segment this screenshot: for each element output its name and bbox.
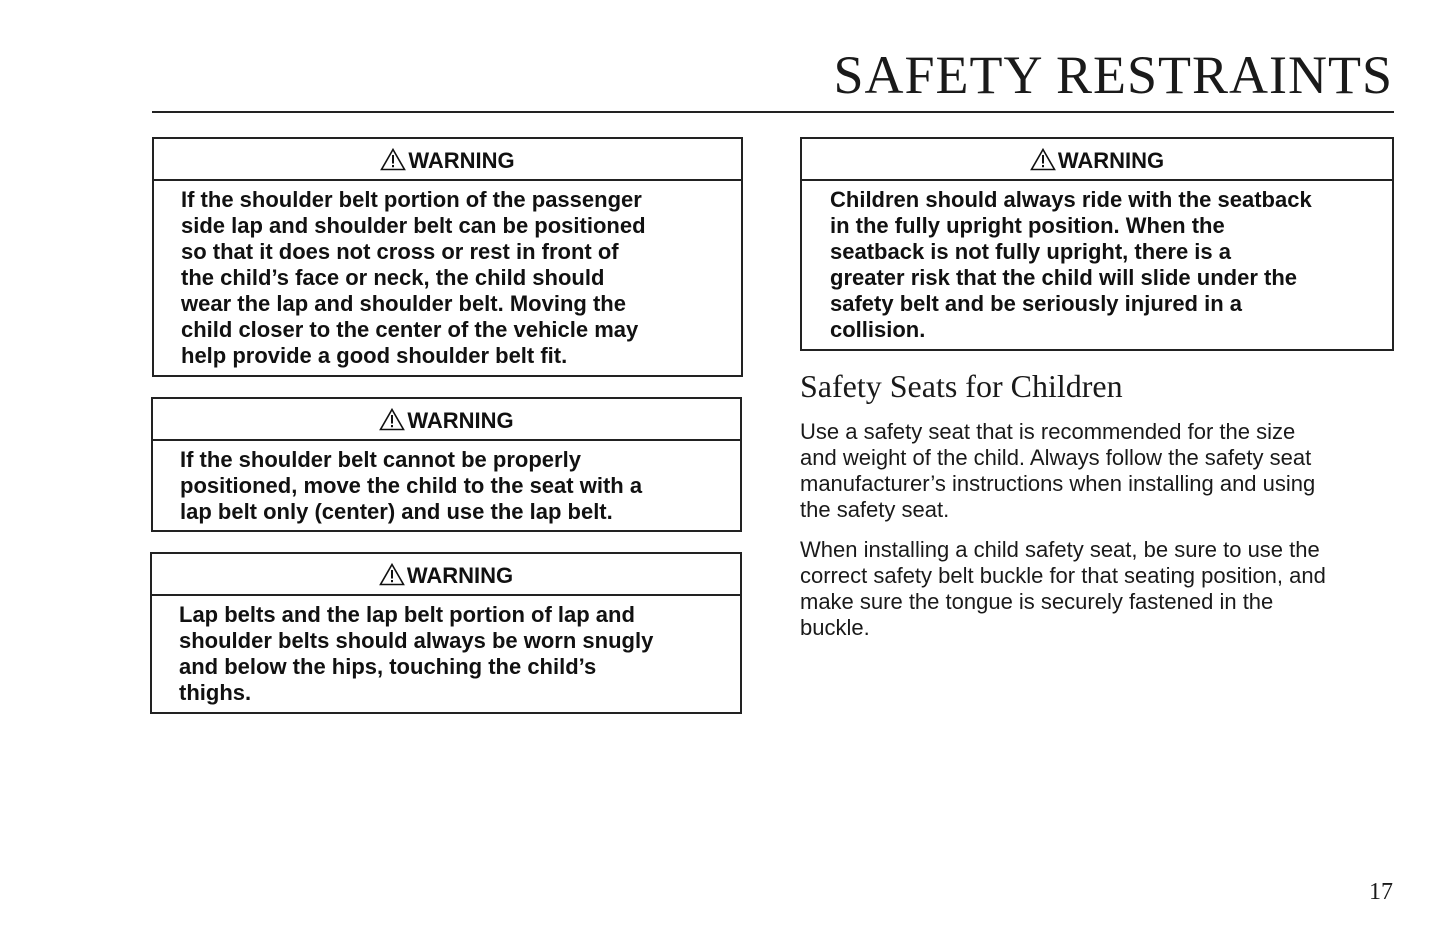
warning-box-shoulder-belt-position — [152, 137, 743, 377]
title-rule — [152, 111, 1394, 113]
warning-label: WARNING — [406, 563, 514, 588]
warning-label: WARNING — [407, 408, 514, 433]
warning-box-seatback-upright — [800, 137, 1394, 351]
warning-triangle-icon — [379, 563, 405, 586]
body-paragraph: Use a safety seat that is recommended for the size and weight of the child. Always follow the safety seat manufacturer’s instructions when installing and using the safety seat. — [800, 419, 1316, 522]
warning-text: Lap belts and the lap belt portion of lap and shoulder belts should always be worn snugly and below the hips, touching the child’s thighs. — [179, 602, 654, 705]
page-number: 17 — [1369, 879, 1393, 905]
warning-header — [153, 399, 740, 441]
warning-triangle-icon — [1030, 148, 1056, 171]
warning-header — [802, 139, 1392, 181]
warning-header — [152, 554, 740, 596]
warning-box-lap-belt-snug — [150, 552, 742, 714]
warning-label: WARNING — [408, 148, 515, 173]
warning-text: If the shoulder belt portion of the passenger side lap and shoulder belt can be positioned so that it does not cross or rest in front of the child’s face or neck, the child should wear the lap and shoulder belt. Moving the child closer to the center of the vehicle may help provide a good shoulder belt fit. — [181, 187, 646, 368]
page-title: SAFETY RESTRAINTS — [833, 45, 1393, 105]
warning-label: WARNING — [1057, 148, 1165, 173]
warning-triangle-icon — [379, 408, 405, 431]
warning-box-lap-belt-only — [151, 397, 742, 532]
warning-triangle-icon — [380, 148, 406, 171]
warning-header — [154, 139, 741, 181]
warning-text: If the shoulder belt cannot be properly positioned, move the child to the seat with a lap belt only (center) and use the lap belt. — [180, 447, 643, 524]
warning-text: Children should always ride with the seatback in the fully upright position. When the seatback is not fully upright, there is a greater risk that the child will slide under the safety belt and be seriously injured in a collision. — [830, 187, 1312, 342]
section-heading: Safety Seats for Children — [800, 368, 1123, 404]
body-paragraph: When installing a child safety seat, be sure to use the correct safety belt buckle for that seating position, and make sure the tongue is securely fastened in the buckle. — [800, 537, 1326, 640]
